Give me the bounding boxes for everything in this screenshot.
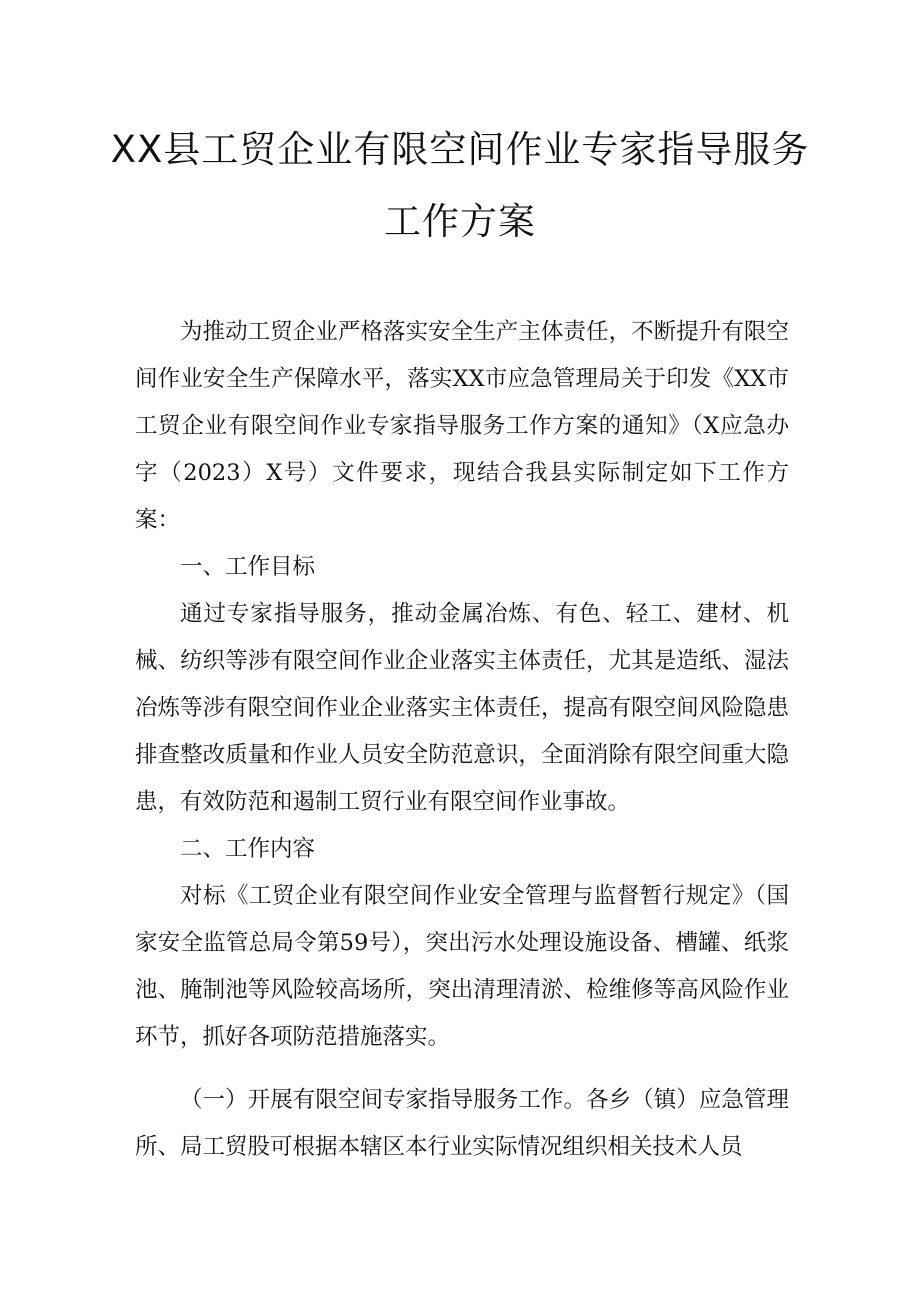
subsection1-paragraph: （一）开展有限空间专家指导服务工作。各乡（镇）应急管理所、局工贸股可根据本辖区本行业实际情况组织相关技术人员	[135, 1087, 789, 1160]
document-title-line2: 工作方案	[384, 200, 536, 243]
section1-paragraph: 通过专家指导服务，推动金属冶炼、有色、轻工、建材、机械、纺织等涉有限空间作业企业落实主体责任，尤其是造纸、湿法冶炼等涉有限空间作业企业落实主体责任，提高有限空间风险隐患排查整改质量和作业人员安全防范意识，全面消除有限空间重大隐患，有效防范和遏制工贸行业有限空间作业事故。	[135, 601, 789, 815]
section2-paragraph: 对标《工贸企业有限空间作业安全管理与监督暂行规定》（国家安全监管总局令第59号），突出污水处理设施设备、槽罐、纸浆池、腌制池等风险较高场所，突出清理清淤、检维修等高风险作业环节，抓好各项防范措施落实。	[135, 883, 789, 1050]
document-title-line1: XX县工贸企业有限空间作业专家指导服务	[110, 128, 810, 171]
section1-heading: 一、工作目标	[180, 554, 316, 580]
intro-paragraph: 为推动工贸企业严格落实安全生产主体责任，不断提升有限空间作业安全生产保障水平，落实XX市应急管理局关于印发《XX市工贸企业有限空间作业专家指导服务工作方案的通知》（X应急办字（2023）X号）文件要求，现结合我县实际制定如下工作方案：	[135, 319, 789, 533]
document-body	[135, 309, 789, 1171]
section2-heading: 二、工作内容	[180, 836, 316, 862]
